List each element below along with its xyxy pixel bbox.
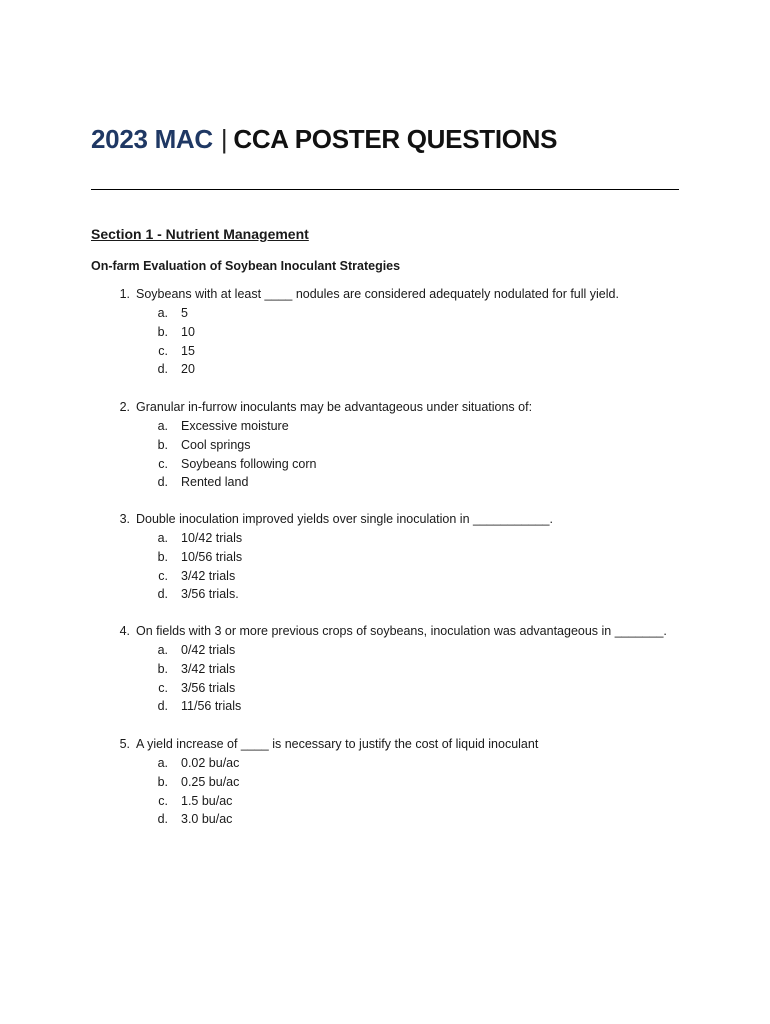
option-letter: d. bbox=[157, 587, 168, 602]
option-text: 15 bbox=[181, 343, 195, 358]
option-item bbox=[0, 812, 770, 831]
option-text: 11/56 trials bbox=[181, 699, 242, 714]
page-title bbox=[91, 124, 557, 155]
option-item bbox=[0, 457, 770, 476]
question-text: A yield increase of ____ is necessary to justify the cost of liquid inoculant bbox=[136, 737, 539, 751]
question-3 bbox=[0, 512, 770, 606]
subsection-heading: On-farm Evaluation of Soybean Inoculant Strategies bbox=[91, 259, 401, 273]
option-letter: d. bbox=[157, 475, 168, 490]
option-text: 5 bbox=[181, 306, 188, 320]
question-number: 1. bbox=[119, 287, 130, 301]
option-letter: a. bbox=[157, 531, 168, 545]
option-item bbox=[0, 569, 770, 588]
option-text: Cool springs bbox=[181, 437, 251, 452]
question-number: 2. bbox=[119, 400, 130, 414]
option-letter: d. bbox=[157, 699, 168, 714]
option-letter: c. bbox=[158, 568, 168, 583]
option-item bbox=[0, 362, 770, 381]
option-item bbox=[0, 775, 770, 794]
option-letter: a. bbox=[157, 643, 168, 657]
option-letter: a. bbox=[157, 419, 168, 433]
option-text: 0.25 bu/ac bbox=[181, 774, 240, 789]
option-text: 0.02 bu/ac bbox=[181, 756, 240, 770]
question-5 bbox=[0, 737, 770, 831]
option-text: 3/42 trials bbox=[181, 568, 236, 583]
option-text: 0/42 trials bbox=[181, 643, 236, 657]
option-letter: d. bbox=[157, 362, 168, 377]
question-4 bbox=[0, 624, 770, 718]
question-text: Soybeans with at least ____ nodules are considered adequately nodulated for full yield. bbox=[136, 287, 619, 301]
option-letter: b. bbox=[157, 437, 168, 452]
option-item bbox=[0, 306, 770, 325]
option-item bbox=[0, 794, 770, 813]
option-item bbox=[0, 475, 770, 494]
title-year-event: 2023 MAC bbox=[91, 124, 213, 154]
option-item bbox=[0, 531, 770, 550]
option-letter: d. bbox=[157, 812, 168, 827]
option-text: 3/56 trials bbox=[181, 680, 236, 695]
option-letter: c. bbox=[158, 456, 168, 471]
option-item bbox=[0, 681, 770, 700]
question-2 bbox=[0, 400, 770, 494]
option-text: 10/42 trials bbox=[181, 531, 243, 545]
option-text: Rented land bbox=[181, 475, 249, 490]
option-letter: b. bbox=[157, 774, 168, 789]
option-item bbox=[0, 550, 770, 569]
option-text: Excessive moisture bbox=[181, 419, 289, 433]
option-item bbox=[0, 643, 770, 662]
option-letter: a. bbox=[157, 756, 168, 770]
option-item bbox=[0, 587, 770, 606]
option-item bbox=[0, 662, 770, 681]
option-letter: b. bbox=[157, 549, 168, 564]
option-letter: c. bbox=[158, 680, 168, 695]
question-text: Granular in-furrow inoculants may be advantageous under situations of: bbox=[136, 400, 533, 414]
question-number: 4. bbox=[119, 624, 130, 638]
title-divider bbox=[91, 189, 679, 190]
question-text: On fields with 3 or more previous crops of soybeans, inoculation was advantageous in _______. bbox=[136, 624, 667, 638]
option-item bbox=[0, 325, 770, 344]
title-separator: | bbox=[220, 124, 228, 154]
option-text: 10 bbox=[181, 324, 195, 339]
option-text: 20 bbox=[181, 362, 195, 377]
question-1 bbox=[0, 287, 770, 381]
option-item bbox=[0, 756, 770, 775]
option-letter: c. bbox=[158, 793, 168, 808]
option-item bbox=[0, 344, 770, 363]
question-number: 3. bbox=[119, 512, 130, 526]
option-text: 3/42 trials bbox=[181, 661, 236, 676]
option-text: 3.0 bu/ac bbox=[181, 812, 233, 827]
option-letter: b. bbox=[157, 324, 168, 339]
option-item bbox=[0, 699, 770, 718]
option-text: Soybeans following corn bbox=[181, 456, 317, 471]
option-item bbox=[0, 438, 770, 457]
option-item bbox=[0, 419, 770, 438]
title-main: CCA POSTER QUESTIONS bbox=[233, 124, 558, 154]
option-letter: c. bbox=[158, 343, 168, 358]
option-text: 10/56 trials bbox=[181, 549, 243, 564]
section-heading: Section 1 - Nutrient Management bbox=[91, 226, 309, 242]
option-letter: b. bbox=[157, 661, 168, 676]
question-number: 5. bbox=[119, 737, 130, 751]
option-letter: a. bbox=[157, 306, 168, 320]
question-text: Double inoculation improved yields over single inoculation in ___________. bbox=[136, 512, 553, 526]
option-text: 1.5 bu/ac bbox=[181, 793, 233, 808]
option-text: 3/56 trials. bbox=[181, 587, 239, 602]
